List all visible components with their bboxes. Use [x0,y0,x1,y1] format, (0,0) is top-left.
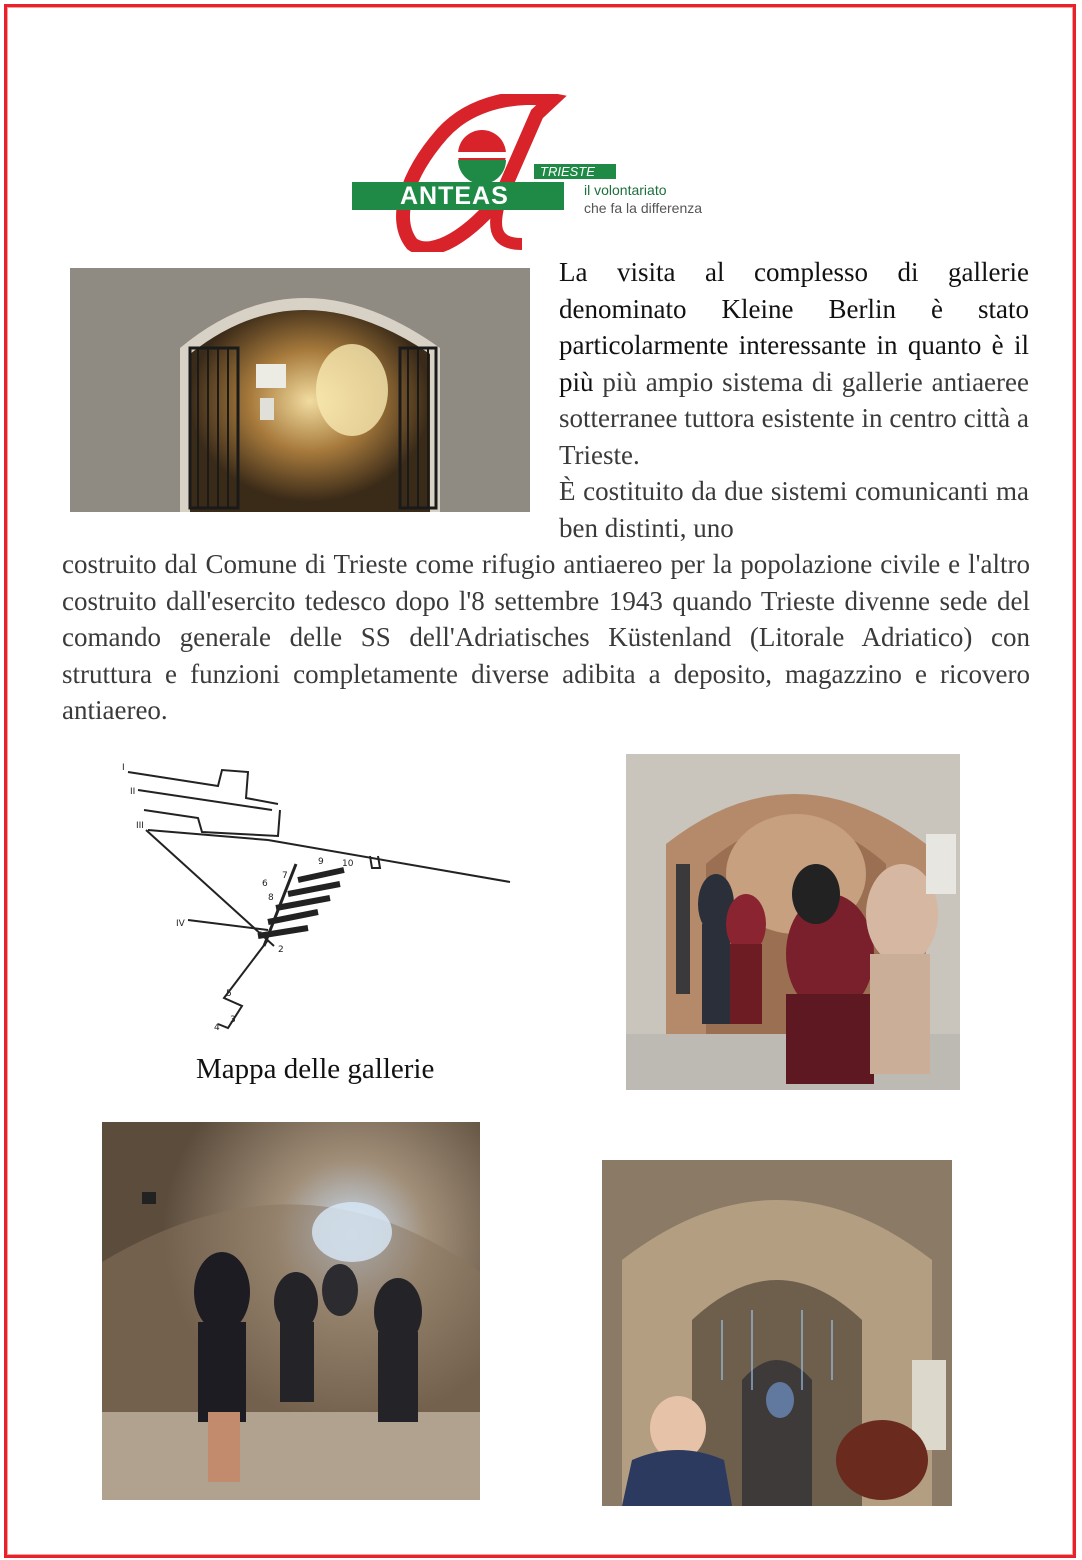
logo-name: ANTEAS [352,182,564,210]
intro-text-part1: La visita al complesso di gallerie denominato Kleine Berlin è stato particolarmente interessante in quanto è il più [559,257,1029,397]
continuation-paragraph: costruito dal Comune di Trieste come rifugio antiaereo per la popolazione civile e l'altro costruito dall'esercito tedesco dopo l'8 settembre 1943 quando Trieste divenne sede del comando generale delle SS dell'Adriatisches Küstenland (Litorale Adriatico) con struttura e funzioni completamente diverse adibita a deposito, magazzino e ricovero antiaereo. [62,549,1030,725]
map-label: 8 [268,893,274,903]
intro-paragraph [559,254,1029,546]
map-label: IV [176,919,185,929]
intro-text-part2: più ampio sistema di gallerie antiaeree sotterranee tuttora esistente in centro città a Trieste. [559,366,1029,470]
map-label: 3 [230,1015,236,1025]
map-label: 4 [214,1023,220,1033]
map-label: 1 [258,931,264,941]
tunnel-map [118,760,516,1040]
photo-people-walking-tunnel [102,1122,480,1500]
logo-tagline-2: che fa la differenza [584,200,703,216]
anteas-logo [352,94,722,252]
map-label: I [122,763,125,773]
logo-city: TRIESTE [534,164,616,179]
intro-text-part3: È costituito da due sistemi comunicanti ma ben distinti, uno [559,476,1029,543]
map-caption: Mappa delle gallerie [196,1053,435,1085]
map-label: III [136,821,144,831]
map-label: 10 [342,859,354,869]
logo-tagline-1: il volontariato [584,182,667,198]
map-label: 9 [318,857,324,867]
map-label: 5 [226,989,232,999]
map-label: 7 [282,871,288,881]
map-label: 6 [262,879,268,889]
map-label: 2 [278,945,284,955]
map-label: II [130,787,136,797]
photo-tunnel-entrance [70,268,530,512]
photo-man-long-tunnel [602,1160,952,1506]
photo-group-in-tunnel [626,754,960,1090]
